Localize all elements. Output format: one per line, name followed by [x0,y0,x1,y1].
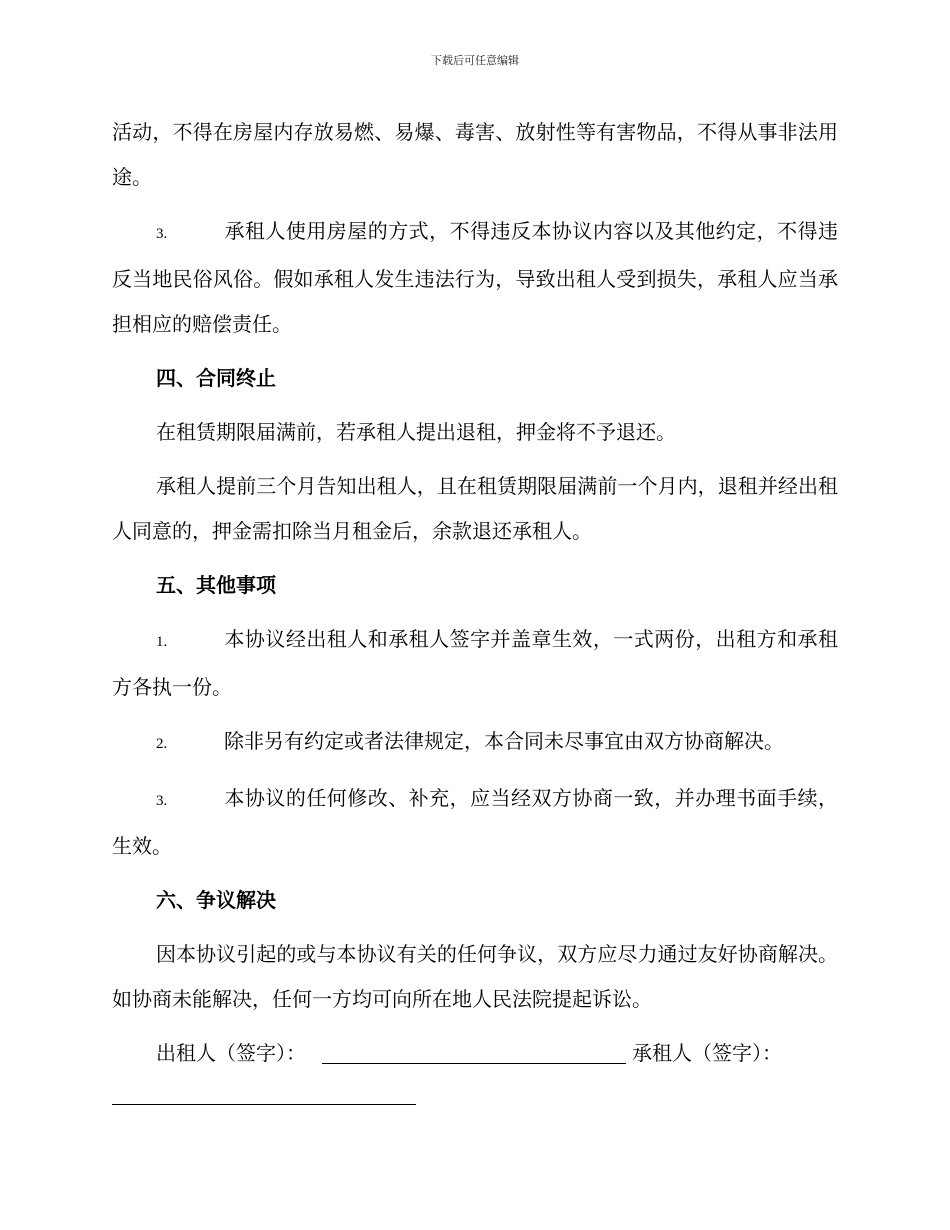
list-item-number: 1. [156,634,168,650]
lessor-signature-label: 出租人（签字）： [156,1041,306,1065]
paragraph-dispute-resolution: 因本协议引起的或与本协议有关的任何争议，双方应尽力通过友好协商解决。如协商未能解决，任何一方均可向所在地人民法院提起诉讼。 [112,942,838,1011]
lessee-signature-blank[interactable] [112,1084,416,1105]
lessor-signature-blank[interactable] [322,1043,626,1064]
document-body [112,110,838,1105]
paragraph-usage-restrictions: 活动，不得在房屋内存放易燃、易爆、毒害、放射性等有害物品，不得从事非法用途。 [112,120,838,189]
list-item-1 [112,617,838,710]
list-item-text: 本协议的任何修改、补充，应当经双方协商一致，并办理书面手续，生效。 [112,786,838,858]
page-header-note: 下载后可任意编辑 [431,54,519,67]
list-item-3-amendments [112,776,838,869]
list-item-text: 承租人使用房屋的方式，不得违反本协议内容以及其他约定，不得违反当地民俗风俗。假如承租人发生违法行为，导致出租人受到损失，承租人应当承担相应的赔偿责任。 [112,219,838,336]
section-heading-other-matters: 五、其他事项 [156,573,276,597]
section-heading-dispute-resolution: 六、争议解决 [156,888,276,912]
section-heading-termination: 四、合同终止 [156,366,276,390]
paragraph-notice-refund: 承租人提前三个月告知出租人，且在租赁期限届满前一个月内，退租并经出租人同意的，押金需扣除当月租金后，余款退还承租人。 [112,474,838,543]
list-item-number: 2. [156,736,168,752]
list-item-3 [112,209,838,347]
list-item-2 [112,719,838,767]
lessee-signature-label: 承租人（签字）： [632,1041,782,1065]
paragraph-early-termination: 在租赁期限届满前，若承租人提出退租，押金将不予退还。 [156,420,676,444]
signature-line [112,1031,838,1076]
list-item-text: 除非另有约定或者法律规定，本合同未尽事宜由双方协商解决。 [224,729,784,753]
list-item-number: 3. [156,226,168,242]
list-item-number: 3. [156,793,168,809]
list-item-text: 本协议经出租人和承租人签字并盖章生效，一式两份，出租方和承租方各执一份。 [112,627,838,699]
